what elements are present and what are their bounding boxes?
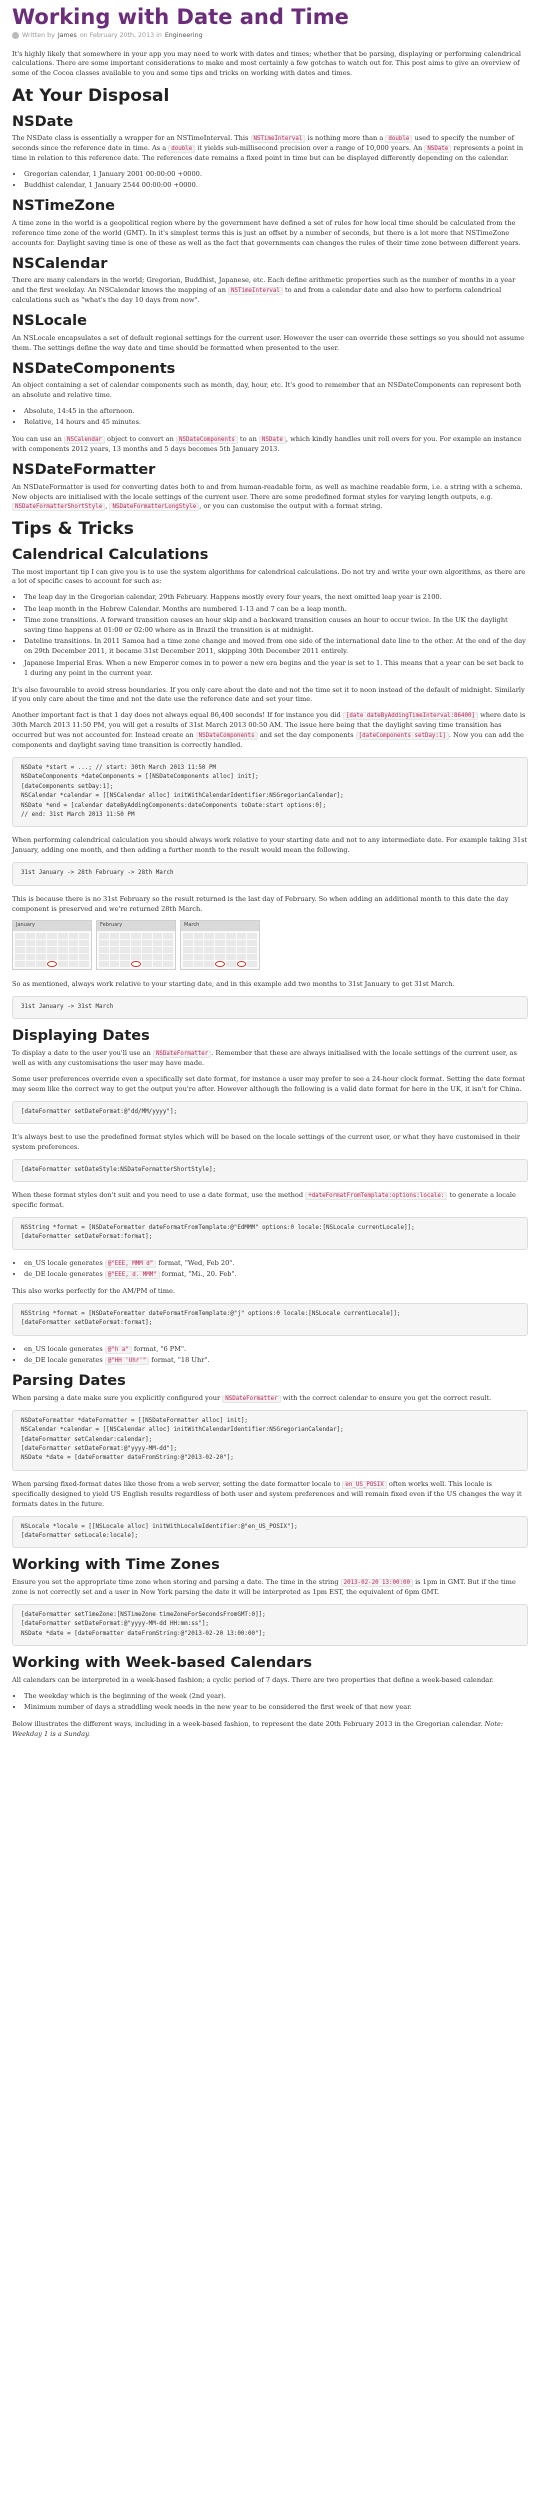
- heading-displaying: Displaying Dates: [12, 1028, 150, 1045]
- list-item: • Absolute, 14:45 in the afternoon.: [24, 407, 528, 417]
- weekbased-paragraph-2: Below illustrates the different ways, including in a week-based fashion, to represent the date 20th February 2013 in the Gregorian calendar. Note: Weekday 1 is a Sunday.: [12, 1720, 504, 1738]
- inline-code: @"h a": [105, 1346, 132, 1354]
- nslocale-paragraph: An NSLocale encapsulates a set of default regional settings for the current user. However the user can override these settings so you should not assume them. The settings define the way date and time should be formatted when presented to the user.: [12, 333, 525, 352]
- inline-code: NSDate: [259, 436, 286, 444]
- inline-code: @"HH 'Uhr'": [105, 1357, 149, 1365]
- heading-parsing: Parsing Dates: [12, 1373, 126, 1390]
- displaying-paragraph-1: To display a date to the user you'll use an NSDateFormatter . Remember that these are always initialised with the locale settings of the current user, as well as with any customisations the user may have made.: [12, 1048, 517, 1067]
- code-block: NSString *format = [NSDateFormatter dateFormatFromTemplate:@"j" options:0 locale:[NSLocale currentLocale]]; [dateFormatter setDateFormat:format];: [12, 1303, 528, 1336]
- nsdate-paragraph: The NSDate class is essentially a wrapper for an NSTimeInterval. This NSTimeInterval is nothing more than a double used to specify the number of seconds since the reference date in time. As a double it yields sub-millisecond precision over a range of 10,000 years. An NSDate represents a point in time in relation to this reference date. The references date remains a fixed point in time but can be displayed differently depending on the calendar.: [12, 134, 524, 163]
- code-block: NSLocale *locale = [[NSLocale alloc] initWithLocaleIdentifier:@"en_US_POSIX"]; [dateFormatter setLocale:locale];: [12, 1516, 528, 1549]
- list-item: • en_US locale generates @"EEE, MMM d" format, "Wed, Feb 20".: [24, 1259, 528, 1269]
- list-item: • Relative, 14 hours and 45 minutes.: [24, 418, 528, 428]
- list-item: • Minimum number of days a straddling week needs in the new year to be considered the first week of that new year.: [24, 1703, 528, 1713]
- heading-nsdate: NSDate: [12, 113, 74, 130]
- inline-code: NSDateComponents: [176, 436, 238, 444]
- list-item: • de_DE locale generates @"EEE, d. MMM" format, "Mi., 20. Feb".: [24, 1270, 528, 1280]
- calendar-grid: [97, 931, 175, 969]
- inline-code: NSDateFormatter: [222, 1395, 280, 1403]
- inline-code: +dateFormatFromTemplate:options:locale:: [305, 1192, 447, 1200]
- heading-nstimezone: NSTimeZone: [12, 198, 116, 215]
- meta-date: on February 20th, 2013 in: [79, 32, 162, 40]
- list-item: • Japanese Imperial Eras. When a new Emperor comes in to power a new era begins and the year is set to 1. This means that a year can be set back to 1 during any point in the current year.: [24, 659, 528, 679]
- list-item: • Gregorian calendar, 1 January 2001 00:00:00 +0000.: [24, 170, 528, 180]
- code-block: NSDate *start = ...; // start: 30th March 2013 11:50 PM NSDateComponents *dateComponents = [[NSDateComponents alloc] init]; [dateComponents setDay:1]; NSCalendar *calendar = [[NSCalendar alloc] initWithCalendarIdentifier:NSGregorianCalendar]; NSDate *end = [calendar dateByAddingComponents:dateComponents toDate:start options:0]; // end: 31st March 2013 11:50 PM: [12, 757, 528, 828]
- calendrical-paragraph-1: The most important tip I can give you is to use the system algorithms for calendrical calculations. Do not try and write your own algorithms, as there are a lot of specific cases to account for such as:: [12, 567, 526, 586]
- post-meta: [12, 31, 528, 40]
- displaying-paragraph-3: It's always best to use the predefined format styles which will be based on the locale settings of the current user, or what they have customised in their system preferences.: [12, 1132, 521, 1151]
- code-block: [dateFormatter setDateFormat:@"dd/MM/yyyy"];: [12, 1101, 528, 1124]
- heading-nscalendar: NSCalendar: [12, 255, 108, 272]
- heading-nsdatecomponents: NSDateComponents: [12, 360, 176, 377]
- code-block: [dateFormatter setDateStyle:NSDateFormatterShortStyle];: [12, 1159, 528, 1182]
- inline-code: @"EEE, d. MMM": [105, 1271, 160, 1279]
- section-heading-disposal: At Your Disposal: [12, 86, 170, 107]
- calendar-month-label: January: [13, 921, 91, 931]
- displaying-paragraph-4: When these format styles don't suit and you need to use a date format, use the method +dateFormatFromTemplate:options:locale: to generate a locale specific format.: [12, 1191, 516, 1210]
- displaying-list-2: [24, 1345, 528, 1366]
- calendar-grid: [13, 931, 91, 969]
- heading-timezones: Working with Time Zones: [12, 1557, 220, 1574]
- code-block: NSDateFormatter *dateFormatter = [[NSDateFormatter alloc] init]; NSCalendar *calendar = [[NSCalendar alloc] initWithCalendarIdentifier:NSGregorianCalendar]; [dateFormatter setCalendar:calendar]; [dateFormatter setDateFormat:@"yyyy-MM-dd"]; NSDate *date = [dateFormatter dateFromString:@"2013-02-20"];: [12, 1410, 528, 1471]
- list-item: • The weekday which is the beginning of the week (2nd year).: [24, 1692, 528, 1702]
- nscalendar-paragraph: There are many calendars in the world; Gregorian, Buddhist, Japanese, etc. Each define arithmetic properties such as the number of months in a year and the first weekday. An NSCalendar knows the mapping of an NSTimeInterval to and from a calendar date and also how to perform calendrical calculations such as "what's the day 10 days from now".: [12, 276, 516, 305]
- inline-code: NSCalendar: [64, 436, 105, 444]
- calendrical-paragraph-4: When performing calendrical calculation you should always work relative to your starting date and not to any intermediate date. For example taking 31st January, adding one month, and then adding a further month to the result would mean the following.: [12, 836, 528, 855]
- parsing-paragraph-1: When parsing a date make sure you explicitly configured your NSDateFormatter with the correct calendar to ensure you get the correct result.: [12, 1393, 492, 1402]
- list-item: • Buddhist calendar, 1 January 2544 00:00:00 +0000.: [24, 181, 528, 191]
- code-block: [dateFormatter setTimeZone:[NSTimeZone timeZoneForSecondsFromGMT:0]]; [dateFormatter setDateFormat:@"yyyy-MM-dd HH:mm:ss"]; NSDate *date = [dateFormatter dateFromString:@"2013-02-20 13:00:00"];: [12, 1604, 528, 1646]
- nsdatecomponents-paragraph: An object containing a set of calendar components such as month, day, hour, etc. It's good to remember that an NSDateComponents can represent both an absolute and relative time.: [12, 381, 522, 400]
- code-block: NSString *format = [NSDateFormatter dateFormatFromTemplate:@"EdMMM" options:0 locale:[NSLocale currentLocale]]; [dateFormatter setDateFormat:format];: [12, 1217, 528, 1250]
- author-avatar: [12, 32, 19, 39]
- inline-code: double: [385, 135, 412, 143]
- meta-written-by: Written by: [22, 32, 55, 40]
- inline-code: NSDate: [424, 145, 451, 153]
- calendrical-paragraph-5: This is because there is no 31st February so the result returned is the last day of February. So when adding an additional month to this date the day component is preserved and we're returned 28th March.: [12, 894, 509, 913]
- calendrical-paragraph-2: It's also favourable to avoid stress boundaries. If you only care about the date and not the time set it to noon instead of the default of midnight. Similarly if you only care about the time and not the date use the reference date and set your time.: [12, 685, 525, 704]
- inline-code: NSDateComponents: [196, 732, 258, 740]
- calendar-grid: [181, 931, 259, 969]
- calendar-month: [180, 920, 260, 970]
- nstimezone-paragraph: A time zone in the world is a geopolitical region where by the government have defined a set of rules for how local time should be calculated from the reference time zone of the world (GMT). In it's simplest terms this is just an offset by a number of seconds, but there is a lot more that NSTimeZone accounts for. Daylight saving time is one of these as well as the fact that governments can changes the rules of their time zone between different years.: [12, 219, 521, 247]
- list-item: • The leap day in the Gregorian calendar, 29th February. Happens mostly every four years, the next omitted leap year is 2100.: [24, 593, 528, 603]
- weekbased-paragraph-1: All calendars can be interpreted in a week-based fashion; a cyclic period of 7 days. There are two properties that define a week-based calendar.: [12, 1675, 494, 1684]
- calendar-month: [96, 920, 176, 970]
- note-text: Note: Weekday 1 is a Sunday.: [12, 1720, 504, 1738]
- calendar-month-label: February: [97, 921, 175, 931]
- inline-code: NSTimeInterval: [251, 135, 306, 143]
- nsdatecomponents-paragraph-2: You can use an NSCalendar object to convert an NSDateComponents to an NSDate , which kindly handles unit roll overs for you. For example an instance with components 2012 years, 13 months and 5 days becomes 5th January 2013.: [12, 435, 522, 454]
- inline-code: en_US_POSIX: [342, 1481, 386, 1489]
- author-link[interactable]: James: [57, 32, 77, 40]
- list-item: • de_DE locale generates @"HH 'Uhr'" format, "18 Uhr".: [24, 1356, 528, 1366]
- list-item: • en_US locale generates @"h a" format, "6 PM".: [24, 1345, 528, 1355]
- inline-code: [dateComponents setDay:1]: [356, 732, 449, 740]
- calendrical-list: [24, 593, 528, 678]
- timezones-paragraph-1: Ensure you set the appropriate time zone when storing and parsing a date. The time in the string 2013-02-20 13:00:00 is 1pm in GMT. But if the time zone is not correctly set and a user in New York parsing the date it will be interpreted as 1pm EST, the equivalent of 6pm GMT.: [12, 1578, 516, 1597]
- post-title: Working with Date and Time: [12, 5, 349, 29]
- nsdatecomponents-list: [24, 407, 528, 428]
- nsdate-list: [24, 170, 528, 191]
- inline-code: NSDateFormatter: [153, 1050, 211, 1058]
- heading-weekbased: Working with Week-based Calendars: [12, 1655, 312, 1672]
- code-block: 31st January -> 31st March: [12, 996, 528, 1019]
- calendrical-paragraph-3: Another important fact is that 1 day does not always equal 86,400 seconds! If for instance you did [date dateByAddingTimeInterval:86400] where date is 30th March 2013 11:50 PM, you will get a results of 31st March 2013 00:50 AM. The issue here being that the daylight saving time transition has occurred but was not accounted for. Instead create an NSDateComponents and set the day components [dateComponents setDay:1] . Now you can add the components and daylight saving time transition is correctly handled.: [12, 711, 526, 749]
- code-block: 31st January -> 28th February -> 28th March: [12, 862, 528, 885]
- list-item: • Time zone transitions. A forward transition causes an hour skip and a backward transition causes an hour to occur twice. In the UK the daylight saving time happens at 01:00 or 02:00 where as in Brazil the transition is at midnight.: [24, 616, 528, 636]
- heading-calendrical: Calendrical Calculations: [12, 546, 209, 563]
- inline-code: NSDateFormatterLongStyle: [109, 503, 199, 511]
- nsdateformatter-paragraph: An NSDateFormatter is used for converting dates both to and from human-readable form, as well as machine readable form, i.e. a string with a schema. New objects are initialised with the locale settings of the current user. There are some predefined format styles for varying length outputs, e.g. NSDateFormatterShortStyle , NSDateFormatterLongStyle , or you can customise the output with a format string.: [12, 482, 523, 511]
- inline-code: @"EEE, MMM d": [105, 1260, 156, 1268]
- intro-paragraph: It's highly likely that somewhere in your app you may need to work with dates and times; whether that be parsing, displaying or performing calendrical calculations. There are some important considerations to make and most certainly a few gotchas to watch out for. This post aims to give an overview of some of the Cocoa classes available to you and some tips and tricks on working with dates and times.: [12, 49, 522, 78]
- category-link[interactable]: Engineering: [164, 32, 203, 40]
- weekbased-list: [24, 1692, 528, 1713]
- inline-code: NSDateFormatterShortStyle: [12, 503, 105, 511]
- inline-code: NSTimeInterval: [228, 287, 283, 295]
- calendar-illustration: [12, 920, 528, 970]
- displaying-list-1: [24, 1259, 528, 1280]
- displaying-paragraph-2: Some user preferences override even a specifically set date format, for instance a user may prefer to see a 24-hour clock format. Setting the date format may seem like the correct way to get the output you're after. However although the following is a valid date format for here in the UK, it isn't for China.: [12, 1074, 526, 1093]
- section-heading-tips: Tips & Tricks: [12, 519, 134, 540]
- inline-code: [date dateByAddingTimeInterval:86400]: [343, 712, 478, 720]
- inline-code: double: [168, 145, 195, 153]
- heading-nslocale: NSLocale: [12, 313, 87, 330]
- heading-nsdateformatter: NSDateFormatter: [12, 462, 156, 479]
- list-item: • Dateline transitions. In 2011 Samoa had a time zone change and moved from one side of the international date line to the other. At the end of the day on 29th December 2011, it became 31st December 2011, skipping 30th December 2011 entirely.: [24, 637, 528, 657]
- calendrical-paragraph-6: So as mentioned, always work relative to your starting date, and in this example add two months to 31st January to get 31st March.: [12, 979, 455, 988]
- displaying-paragraph-5: This also works perfectly for the AM/PM of time.: [12, 1287, 175, 1296]
- list-item: • The leap month in the Hebrew Calendar. Months are numbered 1-13 and 7 can be a leap month.: [24, 605, 528, 615]
- parsing-paragraph-2: When parsing fixed-format dates like those from a web server, setting the date formatter locale to en_US_POSIX often works well. This locale is specifically designed to yield US English results regardless of both user and system preferences and will remain fixed even if the US changes the way it formats dates in the future.: [12, 1479, 522, 1508]
- calendar-month: [12, 920, 92, 970]
- inline-code: 2013-02-20 13:00:00: [341, 1579, 413, 1587]
- calendar-month-label: March: [181, 921, 259, 931]
